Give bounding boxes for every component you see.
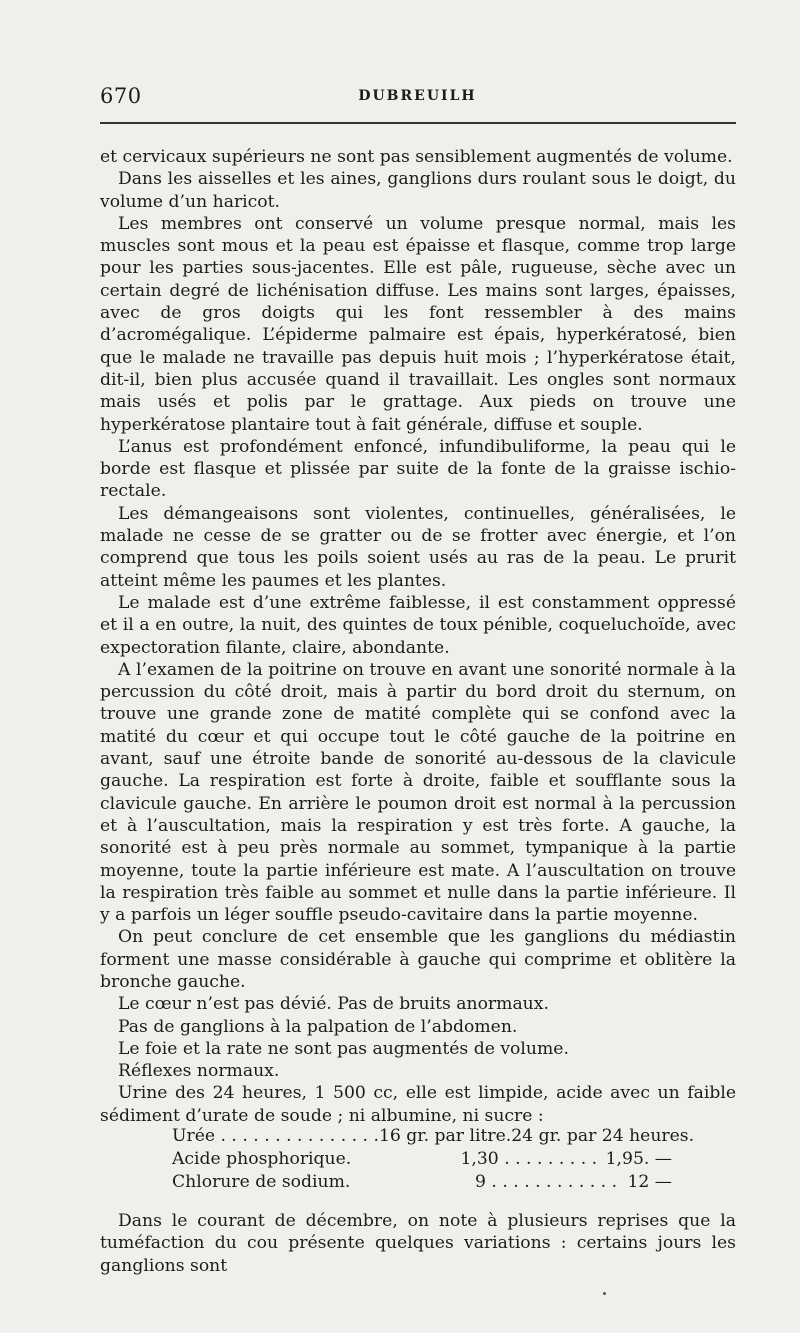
table-row bbox=[172, 1148, 672, 1171]
paragraph: Urine des 24 heures, 1 500 cc, elle est limpide, acide avec un faible sédiment d’urate de soude ; ni albumine, ni sucre : bbox=[100, 1083, 736, 1126]
substance-cell: Chlorure de sodium. bbox=[172, 1172, 351, 1192]
substance-cell: Acide phosphorique. bbox=[172, 1149, 352, 1169]
urine-analysis-table bbox=[172, 1125, 695, 1194]
closing-text bbox=[100, 1210, 736, 1277]
table-row bbox=[172, 1171, 672, 1194]
page-header bbox=[100, 84, 735, 114]
paragraph: Le malade est d’une extrême faiblesse, il est constamment oppressé et il a en outre, la nuit, des quintes de toux pénible, coqueluchoïde, avec expectoration filante, claire, abondante. bbox=[100, 592, 736, 658]
paragraph: Le foie et la rate ne sont pas augmentés de volume. bbox=[118, 1038, 569, 1059]
table-row bbox=[172, 1125, 695, 1148]
paragraph: Les membres ont conservé un volume presque normal, mais les muscles sont mous et la peau est épaisse et flasque, comme trop large pour les parties sous-jacentes. Elle est pâle, rugueuse, sèche avec un certain degré de lichénisation diffuse. Les mains sont larges, épaisses, avec de gros doigts qui les font ressembler à des mains d’acromégalique. L’épiderme palmaire est épais, hyperkératosé, bien que le malade ne travaille pas depuis huit mois ; l’hyperkératose était, dit-il, bien plus accusée quand il travaillait. Les ongles sont normaux mais usés et polis par le grattage. Aux pieds on trouve une hyperkératose plantaire tout à fait générale, diffuse et souple. bbox=[100, 213, 736, 435]
per-litre-cell: 1,30 . . . . . . . . . bbox=[460, 1149, 598, 1169]
paragraph: Réflexes normaux. bbox=[118, 1061, 280, 1082]
per-24h-cell: 1,95. — bbox=[605, 1149, 672, 1169]
paragraph: A l’examen de la poitrine on trouve en avant une sonorité normale à la percussion du côté droit, mais à partir du bord droit du sternum, on trouve une grande zone de matité complète qui se confond avec la matité du cœur et qui occupe tout le côté gauche de la poitrine en avant, sauf une étroite bande de sonorité au-dessous de la clavicule gauche. La respiration est forte à droite, faible et soufflante sous la clavicule gauche. En arrière le poumon droit est normal à la percussion et à l’auscultation, mais la respiration y est très forte. A gauche, la sonorité est à peu près normale au sommet, tympanique à la partie moyenne, toute la partie inférieure est mate. A l’auscultation on trouve la respiration très faible au sommet et nulle dans la partie inférieure. Il y a parfois un léger souffle pseudo-cavitaire dans la partie moyenne. bbox=[100, 659, 736, 926]
paragraph: L’anus est profondément enfoncé, infundibuliforme, la peau qui le borde est flasque et plissée par suite de la fonte de la graisse ischio-rectale. bbox=[100, 436, 736, 502]
paragraph: Dans les aisselles et les aines, ganglions durs roulant sous le doigt, du volume d’un haricot. bbox=[100, 169, 736, 212]
per-24h-cell: 24 gr. par 24 heures. bbox=[511, 1126, 695, 1146]
ink-speck bbox=[603, 1292, 606, 1295]
paragraph: Le cœur n’est pas dévié. Pas de bruits anormaux. bbox=[118, 994, 549, 1015]
paragraph: et cervicaux supérieurs ne sont pas sensiblement augmentés de volume. bbox=[100, 147, 733, 167]
page-number: 670 bbox=[100, 84, 142, 108]
per-litre-cell: 16 gr. par litre. bbox=[378, 1126, 512, 1146]
substance-cell: Urée . . . . . . . . . . . . . . . bbox=[172, 1126, 379, 1146]
paragraph: Les démangeaisons sont violentes, continuelles, généralisées, le malade ne cesse de se gratter ou de se frotter avec énergie, et l’on comprend que tous les poils soient usés au ras de la peau. Le prurit atteint même les paumes et les plantes. bbox=[100, 503, 736, 591]
per-24h-cell: 12 — bbox=[627, 1172, 672, 1192]
body-text bbox=[100, 146, 736, 1127]
paragraph: Pas de ganglions à la palpation de l’abdomen. bbox=[118, 1016, 518, 1037]
per-litre-cell: 9 . . . . . . . . . . . . bbox=[475, 1172, 618, 1192]
running-title: DUBREUILH bbox=[358, 88, 477, 104]
paragraph: On peut conclure de cet ensemble que les ganglions du médiastin forment une masse considérable à gauche qui comprime et oblitère la bronche gauche. bbox=[100, 927, 736, 992]
header-rule bbox=[100, 122, 736, 124]
paragraph: Dans le courant de décembre, on note à plusieurs reprises que la tuméfaction du cou présente quelques variations : certains jours les ganglions sont bbox=[100, 1211, 736, 1276]
